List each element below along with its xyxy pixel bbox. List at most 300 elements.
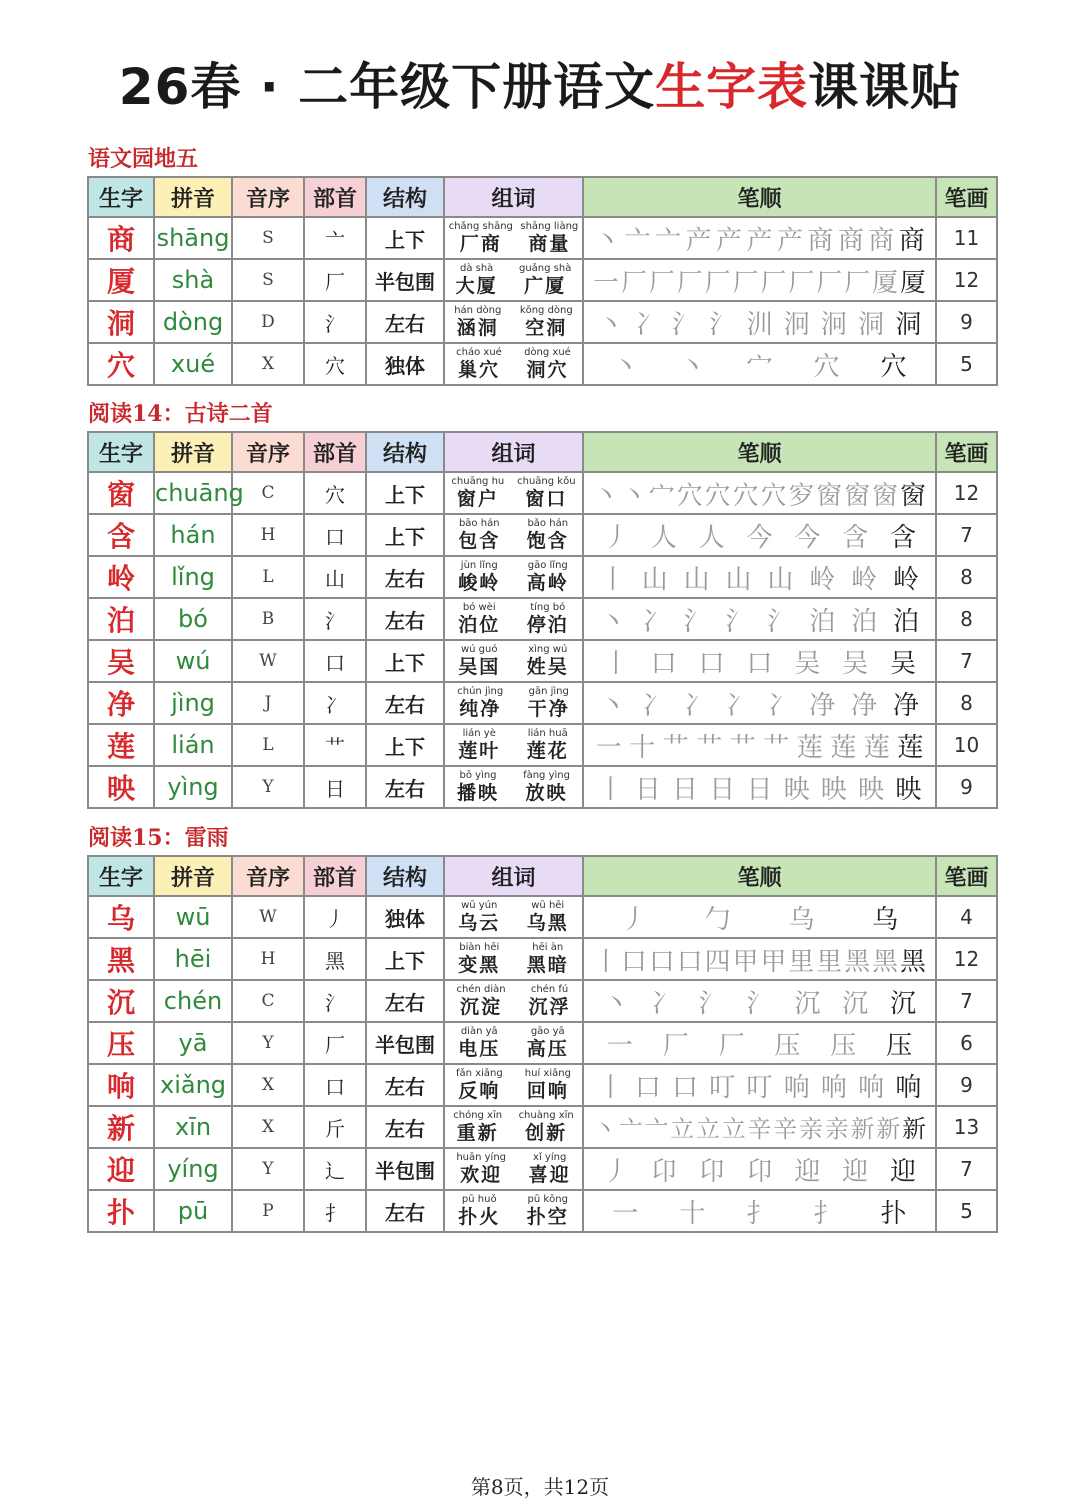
radical-cell: 冫	[304, 682, 366, 724]
stroke-step: 丨	[597, 1072, 624, 1103]
word-hanzi: 莲花	[526, 740, 569, 762]
character-cell: 泊	[88, 598, 154, 640]
character-cell: 吴	[88, 640, 154, 682]
table-header-row	[88, 432, 997, 472]
stroke-step: 洞	[858, 309, 885, 340]
word-pinyin: bǎo hán	[527, 518, 569, 529]
stroke-step: 氵	[767, 606, 794, 637]
stroke-step: 迎	[890, 1156, 917, 1187]
structure-cell: 左右	[366, 1190, 444, 1232]
stroke-step: 亲	[824, 1115, 849, 1143]
letter-order-cell: J	[232, 682, 304, 724]
stroke-step: 岭	[893, 564, 920, 595]
word-hanzi: 放映	[525, 782, 568, 804]
word-hanzi: 峻岭	[458, 572, 501, 594]
structure-cell: 左右	[366, 301, 444, 343]
stroke-step: 丶	[599, 606, 626, 637]
word-pinyin: huān yíng	[456, 1152, 507, 1163]
word-hanzi: 扑空	[526, 1206, 569, 1228]
radical-cell: 辶	[304, 1148, 366, 1190]
column-header: 组词	[444, 177, 583, 217]
column-header: 笔顺	[583, 432, 936, 472]
word-item	[458, 1027, 500, 1059]
stroke-step: 莲	[863, 732, 890, 763]
table-header-row	[88, 177, 997, 217]
structure-cell: 左右	[366, 556, 444, 598]
character-cell: 映	[88, 766, 154, 808]
word-item	[524, 348, 571, 380]
stroke-step: 艹	[729, 732, 756, 763]
stroke-order-cell	[583, 980, 936, 1022]
stroke-step: 响	[783, 1072, 810, 1103]
word-hanzi: 纯净	[459, 698, 502, 720]
table-row	[88, 682, 997, 724]
stroke-step: 穴	[732, 480, 759, 511]
stroke-step: 冫	[650, 988, 677, 1019]
structure-cell: 上下	[366, 514, 444, 556]
stroke-step: 亠	[624, 225, 651, 256]
stroke-step: 山	[641, 564, 668, 595]
word-item	[449, 222, 513, 254]
stroke-step: 山	[767, 564, 794, 595]
word-pinyin: chuàng xīn	[518, 1110, 574, 1121]
stroke-step: 商	[837, 225, 864, 256]
stroke-count-cell: 8	[936, 682, 997, 724]
word-pinyin: hán dòng	[454, 305, 502, 316]
word-hanzi: 包含	[458, 530, 501, 552]
structure-cell: 上下	[366, 217, 444, 259]
word-hanzi: 莲叶	[458, 740, 501, 762]
word-item	[456, 985, 505, 1017]
word-item	[458, 645, 500, 677]
stroke-count-cell: 13	[936, 1106, 997, 1148]
stroke-order-cell	[583, 766, 936, 808]
word-cell	[444, 1190, 583, 1232]
table-row	[88, 1022, 997, 1064]
stroke-step: 产	[746, 225, 773, 256]
stroke-step: 勹	[704, 904, 731, 935]
word-cell	[444, 1106, 583, 1148]
stroke-order-cell	[583, 598, 936, 640]
letter-order-cell: Y	[232, 766, 304, 808]
word-cell	[444, 514, 583, 556]
character-cell: 扑	[88, 1190, 154, 1232]
word-hanzi: 姓吴	[526, 656, 569, 678]
stroke-step: 穴	[676, 480, 703, 511]
word-pinyin: fàng yìng	[523, 770, 570, 781]
word-pinyin: pū huǒ	[461, 1194, 497, 1205]
pinyin-cell: hán	[154, 514, 232, 556]
stroke-order-cell	[583, 1064, 936, 1106]
stroke-step: 含	[890, 522, 917, 553]
stroke-step: 丿	[602, 1156, 629, 1187]
word-pinyin: lián huā	[527, 728, 568, 739]
stroke-step: 丿	[602, 522, 629, 553]
word-cell	[444, 1064, 583, 1106]
word-hanzi: 泊位	[458, 614, 501, 636]
word-item	[458, 943, 500, 975]
table-row	[88, 472, 997, 514]
column-header: 部首	[304, 432, 366, 472]
stroke-step: 厂	[648, 267, 675, 298]
radical-cell: 亠	[304, 217, 366, 259]
character-cell: 洞	[88, 301, 154, 343]
word-pinyin: chén diàn	[456, 984, 506, 995]
stroke-step: 冫	[767, 690, 794, 721]
word-cell	[444, 301, 583, 343]
word-item	[527, 561, 569, 593]
table-row	[88, 1064, 997, 1106]
section-title: 阅读15：雷雨	[88, 825, 229, 851]
radical-cell: 氵	[304, 598, 366, 640]
letter-order-cell: X	[232, 1106, 304, 1148]
column-header: 拼音	[154, 856, 232, 896]
word-pinyin: shāng liàng	[520, 221, 579, 232]
stroke-step: 吴	[890, 648, 917, 679]
table-row	[88, 896, 997, 938]
character-table	[87, 176, 998, 386]
character-cell: 莲	[88, 724, 154, 766]
stroke-step: 亠	[644, 1115, 669, 1143]
table-row	[88, 301, 997, 343]
column-header: 笔画	[936, 432, 997, 472]
stroke-step: 一	[612, 1198, 639, 1229]
word-item	[527, 943, 569, 975]
stroke-step: 丶	[597, 309, 624, 340]
radical-cell: 厂	[304, 259, 366, 301]
stroke-step: 厂	[621, 267, 647, 298]
word-item	[458, 901, 500, 933]
stroke-step: 窗	[816, 480, 843, 511]
word-pinyin: bāo hán	[458, 518, 500, 529]
table-row	[88, 259, 997, 301]
word-pinyin: pū kōng	[527, 1194, 568, 1205]
word-cell	[444, 1148, 583, 1190]
stroke-step: 口	[648, 946, 675, 977]
stroke-step: 新	[902, 1115, 926, 1143]
word-item	[454, 306, 501, 338]
stroke-step: 口	[621, 946, 647, 977]
word-item	[456, 264, 498, 296]
word-hanzi: 停泊	[526, 614, 569, 636]
stroke-count-cell: 7	[936, 1148, 997, 1190]
word-hanzi: 黑暗	[526, 954, 569, 976]
stroke-step: 人	[650, 522, 677, 553]
word-hanzi: 厂商	[459, 233, 502, 255]
word-cell	[444, 724, 583, 766]
table-row	[88, 1148, 997, 1190]
stroke-step: 丨	[599, 564, 626, 595]
stroke-step: 丶	[612, 351, 639, 382]
table-row	[88, 556, 997, 598]
word-hanzi: 反响	[458, 1080, 501, 1102]
stroke-step: 今	[794, 522, 821, 553]
stroke-count-cell: 9	[936, 766, 997, 808]
stroke-count-cell: 12	[936, 938, 997, 980]
word-item	[520, 306, 573, 338]
word-item	[529, 1153, 571, 1185]
character-cell: 乌	[88, 896, 154, 938]
section-title: 阅读14：古诗二首	[88, 401, 273, 427]
word-hanzi: 大厦	[455, 275, 498, 297]
stroke-step: 厂	[718, 1030, 745, 1061]
stroke-step: 氵	[672, 309, 699, 340]
structure-cell: 上下	[366, 472, 444, 514]
stroke-step: 氵	[683, 606, 710, 637]
stroke-step: 氵	[746, 988, 773, 1019]
radical-cell: 口	[304, 1064, 366, 1106]
character-cell: 净	[88, 682, 154, 724]
word-pinyin: xìng wú	[528, 644, 568, 655]
stroke-order-cell	[583, 682, 936, 724]
word-pinyin: bō yìng	[459, 770, 497, 781]
word-cell	[444, 556, 583, 598]
stroke-step: 黑	[844, 946, 871, 977]
stroke-step: 泊	[809, 606, 836, 637]
word-item	[457, 771, 499, 803]
stroke-step: 氵	[698, 988, 725, 1019]
word-hanzi: 重新	[456, 1122, 499, 1144]
column-header: 笔画	[936, 177, 997, 217]
word-item	[517, 477, 575, 509]
structure-cell: 独体	[366, 896, 444, 938]
structure-cell: 左右	[366, 682, 444, 724]
stroke-step: 辛	[747, 1115, 772, 1143]
character-cell: 响	[88, 1064, 154, 1106]
letter-order-cell: Y	[232, 1022, 304, 1064]
stroke-step: 亠	[618, 1115, 643, 1143]
pinyin-cell: pū	[154, 1190, 232, 1232]
stroke-step: 泂	[783, 309, 810, 340]
stroke-step: 净	[851, 690, 878, 721]
radical-cell: 穴	[304, 343, 366, 385]
stroke-step: 冫	[641, 606, 668, 637]
letter-order-cell: L	[232, 556, 304, 598]
word-cell	[444, 259, 583, 301]
stroke-count-cell: 12	[936, 472, 997, 514]
pinyin-cell: xué	[154, 343, 232, 385]
stroke-step: 立	[670, 1115, 695, 1143]
stroke-step: 冫	[634, 309, 661, 340]
stroke-step: 莲	[897, 732, 924, 763]
word-hanzi: 创新	[525, 1122, 568, 1144]
stroke-step: 商	[807, 225, 834, 256]
letter-order-cell: P	[232, 1190, 304, 1232]
word-item	[527, 603, 569, 635]
stroke-step: 穴	[760, 480, 787, 511]
stroke-step: 一	[606, 1030, 633, 1061]
stroke-step: 宀	[746, 351, 773, 382]
stroke-step: 沉	[842, 988, 869, 1019]
character-cell: 穴	[88, 343, 154, 385]
stroke-step: 丶	[599, 690, 626, 721]
word-hanzi: 沉淀	[460, 996, 503, 1018]
radical-cell: 穴	[304, 472, 366, 514]
word-cell	[444, 896, 583, 938]
stroke-count-cell: 7	[936, 640, 997, 682]
stroke-step: 黑	[872, 946, 898, 977]
structure-cell: 上下	[366, 640, 444, 682]
stroke-step: 压	[774, 1030, 801, 1061]
word-hanzi: 广厦	[524, 275, 567, 297]
stroke-step: 十	[629, 732, 656, 763]
word-pinyin: gān jìng	[528, 686, 569, 697]
word-pinyin: guǎng shà	[518, 263, 572, 274]
word-hanzi: 涵洞	[456, 317, 499, 339]
word-pinyin: chuāng kǒu	[517, 476, 576, 487]
stroke-step: 厂	[788, 267, 815, 298]
word-hanzi: 洞穴	[526, 359, 569, 381]
character-table	[87, 431, 998, 809]
table-row	[88, 598, 997, 640]
character-cell: 窗	[88, 472, 154, 514]
pinyin-cell: shāng	[154, 217, 232, 259]
pinyin-cell: xiǎng	[154, 1064, 232, 1106]
word-cell	[444, 938, 583, 980]
column-header: 音序	[232, 856, 304, 896]
table-row	[88, 724, 997, 766]
character-cell: 迎	[88, 1148, 154, 1190]
stroke-count-cell: 12	[936, 259, 997, 301]
word-item	[527, 1195, 569, 1227]
word-hanzi: 巢穴	[457, 359, 500, 381]
stroke-count-cell: 5	[936, 1190, 997, 1232]
word-item	[458, 519, 500, 551]
character-cell: 黑	[88, 938, 154, 980]
word-item	[527, 519, 569, 551]
stroke-count-cell: 9	[936, 1064, 997, 1106]
stroke-step: 商	[898, 225, 925, 256]
stroke-order-cell	[583, 938, 936, 980]
stroke-order-cell	[583, 1022, 936, 1064]
stroke-step: 净	[893, 690, 920, 721]
stroke-step: 冫	[683, 690, 710, 721]
word-pinyin: diàn yā	[460, 1026, 498, 1037]
word-hanzi: 乌黑	[526, 912, 569, 934]
table-row	[88, 766, 997, 808]
stroke-step: 口	[672, 1072, 699, 1103]
column-header: 结构	[366, 856, 444, 896]
stroke-step: 迎	[842, 1156, 869, 1187]
table-row	[88, 640, 997, 682]
pinyin-cell: chén	[154, 980, 232, 1022]
stroke-order-cell	[583, 556, 936, 598]
stroke-step: 响	[895, 1072, 922, 1103]
column-header: 生字	[88, 432, 154, 472]
word-item	[527, 1027, 569, 1059]
radical-cell: 黑	[304, 938, 366, 980]
table-row	[88, 980, 997, 1022]
stroke-step: 窗	[900, 480, 926, 511]
word-hanzi: 欢迎	[460, 1164, 503, 1186]
structure-cell: 左右	[366, 598, 444, 640]
word-pinyin: chún jìng	[457, 686, 504, 697]
table-row	[88, 217, 997, 259]
pinyin-cell: dòng	[154, 301, 232, 343]
stroke-count-cell: 6	[936, 1022, 997, 1064]
stroke-step: 口	[698, 648, 725, 679]
stroke-count-cell: 8	[936, 598, 997, 640]
character-cell: 岭	[88, 556, 154, 598]
stroke-step: 丨	[602, 648, 629, 679]
stroke-step: 迎	[794, 1156, 821, 1187]
section-title: 语文园地五	[88, 146, 199, 172]
stroke-step: 穴	[880, 351, 907, 382]
radical-cell: 氵	[304, 980, 366, 1022]
word-pinyin: cháo xué	[456, 347, 502, 358]
word-item	[453, 1111, 502, 1143]
structure-cell: 左右	[366, 1064, 444, 1106]
stroke-step: 一	[593, 267, 619, 298]
title-suffix: 课课贴	[808, 58, 962, 116]
stroke-step: 亠	[655, 225, 682, 256]
stroke-step: 穴	[813, 351, 840, 382]
word-hanzi: 变黑	[458, 954, 501, 976]
word-pinyin: hēi àn	[532, 942, 564, 953]
stroke-step: 丶	[593, 480, 619, 511]
word-cell	[444, 980, 583, 1022]
radical-cell: 厂	[304, 1022, 366, 1064]
letter-order-cell: L	[232, 724, 304, 766]
word-hanzi: 回响	[526, 1080, 569, 1102]
stroke-step: 冫	[725, 690, 752, 721]
stroke-order-cell	[583, 640, 936, 682]
column-header: 部首	[304, 177, 366, 217]
radical-cell: 斤	[304, 1106, 366, 1148]
word-pinyin: wū hēi	[531, 900, 565, 911]
word-pinyin: lián yè	[462, 728, 496, 739]
stroke-step: 压	[830, 1030, 857, 1061]
column-header: 生字	[88, 856, 154, 896]
stroke-step: 口	[746, 648, 773, 679]
word-item	[523, 771, 570, 803]
stroke-step: 响	[820, 1072, 847, 1103]
stroke-step: 新	[876, 1115, 901, 1143]
stroke-step: 甲	[732, 946, 759, 977]
stroke-step: 口	[634, 1072, 661, 1103]
word-hanzi: 电压	[458, 1038, 501, 1060]
stroke-step: 口	[650, 648, 677, 679]
stroke-step: 叮	[746, 1072, 773, 1103]
stroke-step: 压	[886, 1030, 913, 1061]
stroke-step: 艹	[662, 732, 689, 763]
word-pinyin: wú guó	[460, 644, 498, 655]
stroke-order-cell	[583, 724, 936, 766]
column-header: 音序	[232, 432, 304, 472]
stroke-count-cell: 7	[936, 980, 997, 1022]
stroke-step: 甲	[760, 946, 787, 977]
word-item	[520, 222, 578, 254]
stroke-step: 厂	[662, 1030, 689, 1061]
stroke-step: 宀	[648, 480, 675, 511]
stroke-step: 亲	[799, 1115, 823, 1143]
stroke-step: 丿	[620, 904, 647, 935]
column-header: 笔顺	[583, 856, 936, 896]
title-prefix: 26春 · 二年级下册语文	[118, 58, 656, 116]
column-header: 生字	[88, 177, 154, 217]
stroke-step: 丶	[621, 480, 647, 511]
stroke-step: 扑	[880, 1198, 907, 1229]
stroke-step: 厦	[900, 267, 926, 298]
letter-order-cell: S	[232, 259, 304, 301]
word-item	[456, 1069, 503, 1101]
stroke-step: 洞	[895, 309, 922, 340]
stroke-step: 泂	[820, 309, 847, 340]
stroke-step: 口	[676, 946, 703, 977]
radical-cell: 艹	[304, 724, 366, 766]
structure-cell: 上下	[366, 938, 444, 980]
word-pinyin: chóng xīn	[453, 1110, 503, 1121]
